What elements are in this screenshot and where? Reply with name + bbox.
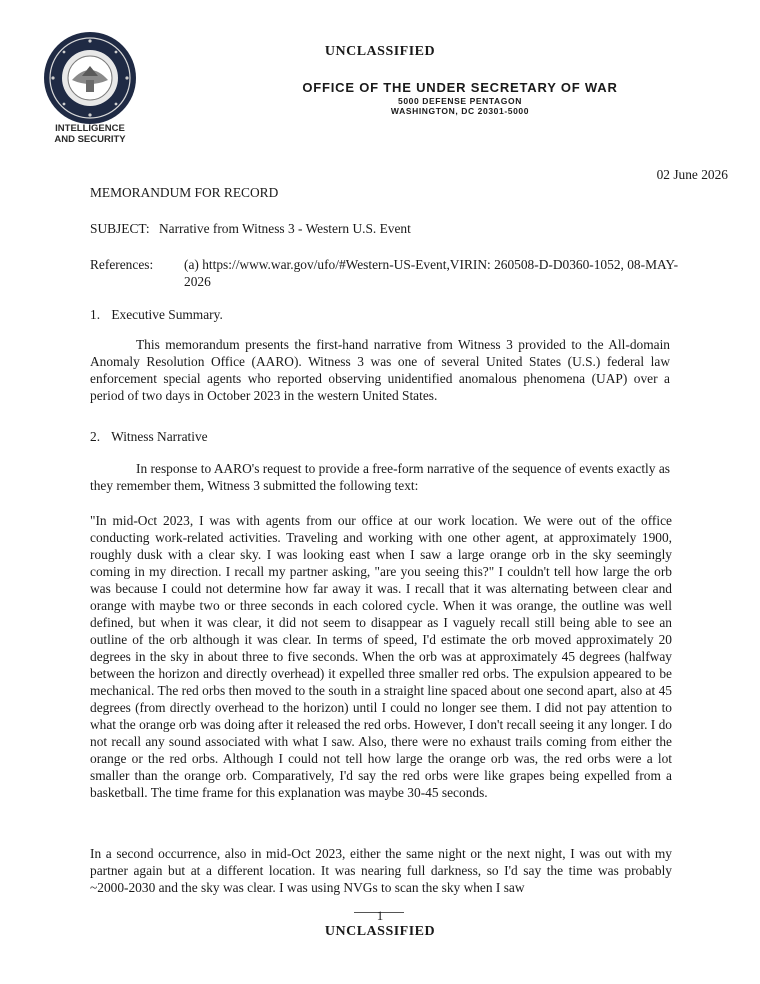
department-seal-icon — [42, 30, 138, 126]
memo-title: MEMORANDUM FOR RECORD — [90, 185, 279, 200]
office-address-line1: 5000 DEFENSE PENTAGON — [398, 96, 522, 106]
subject-label: SUBJECT: — [90, 221, 150, 236]
section-paragraph-2: In response to AARO's request to provide a free-form narrative of the sequence of events exactly as they remember them, Witness 3 submitted the following text: — [90, 461, 670, 493]
section-heading-1 — [90, 306, 223, 323]
seal-label-line2: AND SECURITY — [54, 134, 126, 145]
seal-label — [40, 123, 140, 145]
section-title: Executive Summary. — [111, 307, 223, 322]
section-title: Witness Narrative — [111, 429, 208, 444]
subject-text: Narrative from Witness 3 - Western U.S. Event — [158, 221, 411, 236]
classification-banner-bottom: UNCLASSIFIED — [324, 924, 436, 939]
section-paragraph-1: This memorandum presents the first-hand narrative from Witness 3 provided to the All-domain Anomaly Resolution Office (AARO). Witness 3 was one of several United States (U.S.) federal law enforcement special agents who reported observing unidentified anomalous phenomena (UAP) over a period of two days in October 2023 in the western United States. — [90, 337, 670, 403]
office-name: OFFICE OF THE UNDER SECRETARY OF WAR — [302, 80, 618, 95]
page-number: 1 — [376, 908, 384, 923]
references-text: (a) https://www.war.gov/ufo/#Western-US-Event,VIRIN: 260508-D-D0360-1052, 08-MAY-2026 — [184, 257, 679, 289]
section-number: 1. — [90, 307, 101, 322]
office-address-line2: WASHINGTON, DC 20301-5000 — [390, 106, 530, 116]
narrative-paragraph-2: In a second occurrence, also in mid-Oct 2023, either the same night or the next night, I was out with my partner again but at a different location. It was nearing full darkness, so I'd say the time was probably ~2000-2030 and the sky was clear. I was using NVGs to scan the sky when I saw — [90, 846, 672, 895]
memo-date: 02 June 2026 — [656, 167, 728, 182]
classification-banner-top: UNCLASSIFIED — [324, 44, 436, 59]
seal-label-line1: INTELLIGENCE — [55, 123, 125, 134]
section-number: 2. — [90, 429, 101, 444]
subject-line — [90, 220, 411, 237]
references-label: References: — [90, 257, 154, 272]
narrative-paragraph-1: "In mid-Oct 2023, I was with agents from our office at our work location. We were out of the office conducting work-related activities. Traveling and working with one other agent, at approximately 1900, roughly dusk with a clear sky. I was looking east when I saw a large orange orb in the sky seemingly coming in my direction. I recall my partner asking, "are you seeing this?" I couldn't tell how large the orb was because I could not determine how far away it was. I recall that it was alternating between clear and orange with maybe two or three seconds in each colored cycle. When it was orange, the outline was well defined, but when it was clear, it did not seem to disappear as I vaguely recall still being able to see an outline of the orb although it was clear. In terms of speed, I'd estimate the orb moved approximately 20 degrees in the sky in about three to five seconds. When the orb was at approximately 45 degrees (halfway between the horizon and directly overhead) it expelled three smaller red orbs. The expulsion appeared to be mechanical. The red orbs then moved to the south in a straight line spaced about one second apart, also at 45 degrees (from directly overhead to the horizon) until I could no longer see them. I did not pay attention to what the orange orb was doing after it released the red orbs. However, I don't recall seeing it any longer. I do not recall any sound associated with what I saw. Also, there were no exhaust trails coming from either the orange or the red orbs. Although I could not tell how large the orange orb was, the red orbs were a lot smaller than the orange orb. Comparatively, I'd say the red orbs were like grapes being expelled from a basketball. The time frame for this explanation was maybe 30-45 seconds. — [90, 513, 672, 800]
section-heading-2 — [90, 428, 208, 445]
